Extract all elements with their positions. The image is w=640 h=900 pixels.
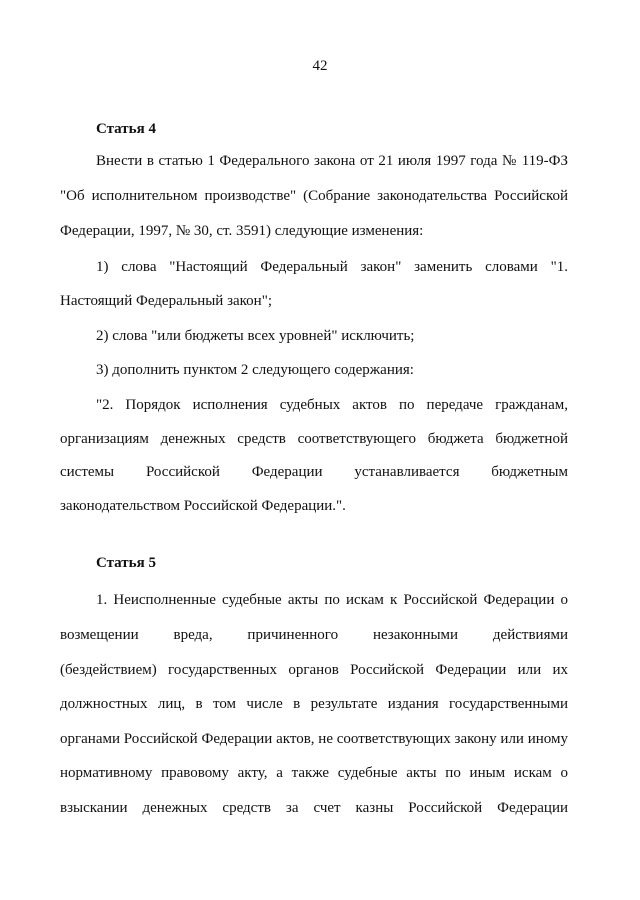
article-5-line: взыскании денежных средств за счет казны Российской Федерации [60,800,568,816]
article-5-line: органами Российской Федерации актов, не соответствующих закону или иному [60,731,568,747]
article-5-line: должностных лиц, в том числе в результате издания государственными [60,696,568,712]
article-5-line: 1. Неисполненные судебные акты по искам к Российской Федерации о [96,592,568,608]
article-5-line: нормативному правовому акту, а также судебные акты по иным искам о [60,765,568,781]
page-number: 42 [312,58,328,74]
article-4-line: 2) слова "или бюджеты всех уровней" исключить; [96,328,415,344]
article-4-line: Федерации, 1997, № 30, ст. 3591) следующие изменения: [60,223,424,239]
article-4-heading: Статья 4 [96,121,156,137]
article-4-line: Внести в статью 1 Федерального закона от 21 июля 1997 года № 119-ФЗ [96,153,568,169]
article-4-line: законодательством Российской Федерации.". [60,498,346,514]
article-4-line: 3) дополнить пунктом 2 следующего содержания: [96,362,414,378]
article-4-line: "2. Порядок исполнения судебных актов по передаче гражданам, [96,397,568,413]
article-4-line: организациям денежных средств соответствующего бюджета бюджетной [60,431,568,447]
article-5-heading: Статья 5 [96,555,156,571]
article-5-line: возмещении вреда, причиненного незаконными действиями [60,627,568,643]
article-4-line: системы Российской Федерации устанавливается бюджетным [60,464,568,480]
article-4-line: Настоящий Федеральный закон"; [60,293,272,309]
article-5-line: (бездействием) государственных органов Российской Федерации или их [60,662,568,678]
article-4-line: "Об исполнительном производстве" (Собрание законодательства Российской [60,188,568,204]
article-4-line: 1) слова "Настоящий Федеральный закон" заменить словами "1. [96,259,568,275]
